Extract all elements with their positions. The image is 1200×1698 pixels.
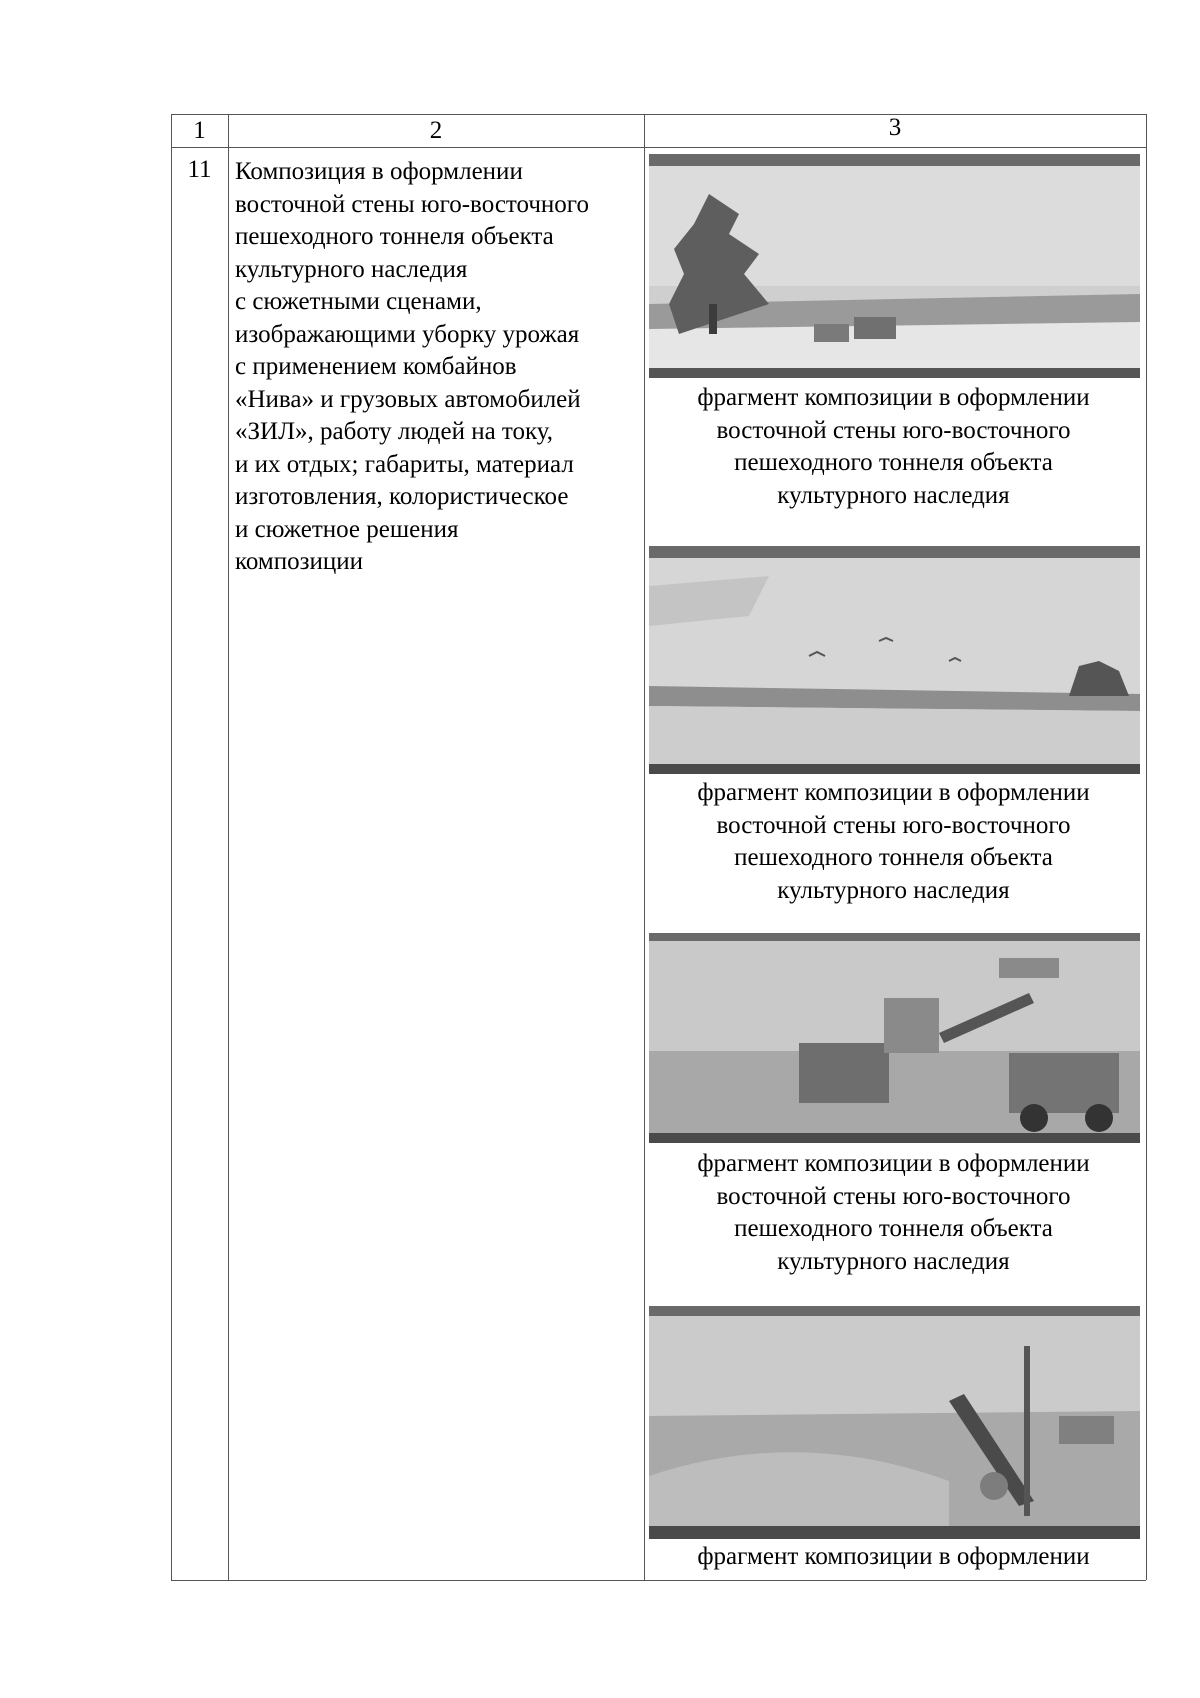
table-border-left [171, 114, 172, 1580]
description-line: восточной стены юго-восточного [235, 190, 589, 218]
description-line: композиции [235, 548, 363, 575]
description-line: с применением комбайнов [235, 353, 517, 380]
caption-line: культурного наследия [777, 1247, 1010, 1275]
caption-line: фрагмент композиции в оформлении [697, 1543, 1090, 1570]
description-line: «ЗИЛ», работу людей на току, [235, 418, 554, 445]
table-border-bottom [171, 1580, 1146, 1581]
caption-line: восточной стены юго-восточного [716, 416, 1071, 444]
fragment-caption-3 [641, 1148, 1146, 1278]
header-col-3: 3 [888, 114, 902, 141]
description-line: и сюжетное решения [235, 515, 459, 543]
fragment-photo-3 [649, 933, 1140, 1143]
column-divider-1 [228, 114, 229, 1580]
description-line: с сюжетными сценами, [235, 288, 482, 315]
description-line: изображающими уборку урожая [235, 320, 580, 348]
caption-line: культурного наследия [777, 876, 1010, 904]
caption-line: пешеходного тоннеля объекта [734, 844, 1053, 871]
row-number: 11 [187, 156, 212, 183]
caption-line: пешеходного тоннеля объекта [734, 449, 1053, 476]
header-col-1: 1 [193, 117, 206, 144]
caption-line: пешеходного тоннеля объекта [734, 1215, 1053, 1242]
caption-line: восточной стены юго-восточного [716, 1182, 1071, 1210]
fragment-caption-4 [641, 1541, 1146, 1574]
description-line: пешеходного тоннеля объекта [235, 223, 554, 250]
description-line: и их отдых; габариты, материал [235, 450, 574, 478]
fragment-photo-4 [649, 1306, 1140, 1539]
caption-line: восточной стены юго-восточного [716, 811, 1071, 839]
fragment-photo-1 [649, 154, 1140, 378]
caption-line: культурного наследия [777, 481, 1010, 509]
fragment-photo-2 [649, 546, 1140, 774]
header-col-2: 2 [429, 117, 443, 144]
caption-line: фрагмент композиции в оформлении [697, 779, 1090, 806]
description-line: изготовления, колористическое [235, 483, 569, 510]
caption-line: фрагмент композиции в оформлении [697, 1150, 1090, 1177]
description [235, 156, 640, 579]
header-divider [171, 147, 1146, 148]
table-border-right [1146, 114, 1147, 1580]
description-line: Композиция в оформлении [235, 158, 523, 185]
fragment-caption-1 [641, 382, 1146, 512]
fragment-caption-2 [641, 777, 1146, 907]
caption-line: фрагмент композиции в оформлении [697, 384, 1090, 411]
table [171, 114, 1146, 1580]
description-line: культурного наследия [235, 255, 468, 283]
description-line: «Нива» и грузовых автомобилей [235, 385, 581, 413]
